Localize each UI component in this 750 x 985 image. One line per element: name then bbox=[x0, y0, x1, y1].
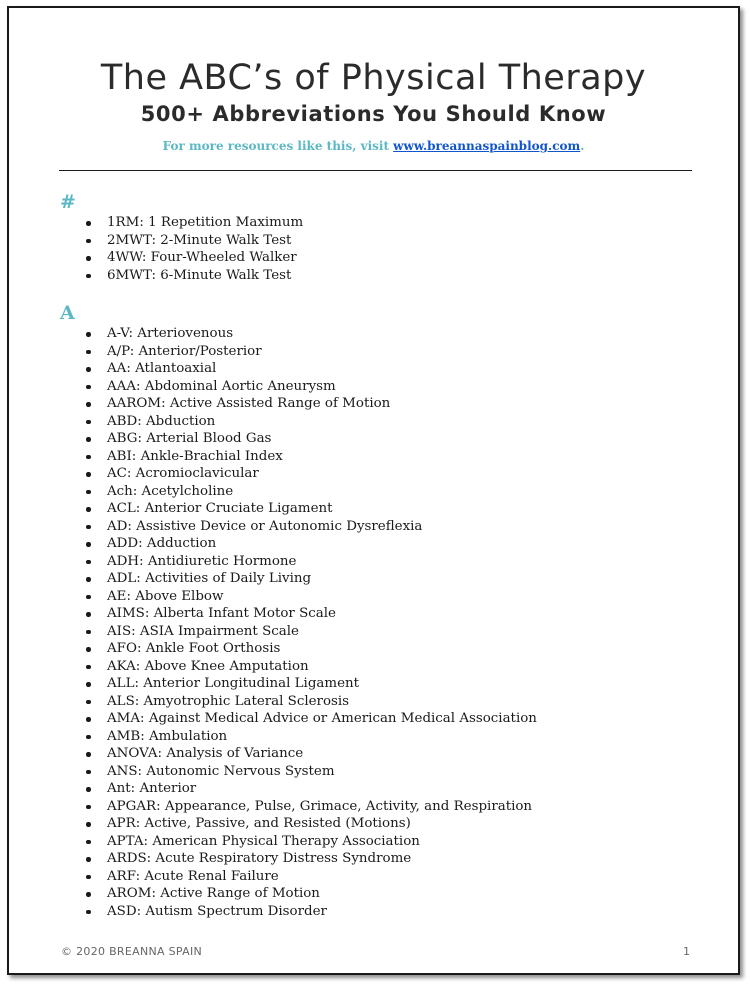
footer-page-number: 1 bbox=[683, 945, 690, 958]
list-item: ADL: Activities of Daily Living bbox=[9, 570, 537, 588]
list-item: ABI: Ankle-Brachial Index bbox=[9, 448, 537, 466]
list-item: Ant: Anterior bbox=[9, 780, 537, 798]
list-item: AC: Acromioclavicular bbox=[9, 465, 537, 483]
blog-link[interactable]: www.breannaspainblog.com bbox=[393, 139, 581, 153]
list-item: ADD: Adduction bbox=[9, 535, 537, 553]
list-item: APR: Active, Passive, and Resisted (Motions) bbox=[9, 815, 537, 833]
list-item: AKA: Above Knee Amputation bbox=[9, 658, 537, 676]
list-item: AROM: Active Range of Motion bbox=[9, 885, 537, 903]
abbreviation-list-numbers bbox=[9, 214, 303, 284]
list-item: 1RM: 1 Repetition Maximum bbox=[9, 214, 303, 232]
list-item: ASD: Autism Spectrum Disorder bbox=[9, 903, 537, 921]
page-subtitle: 500+ Abbreviations You Should Know bbox=[140, 102, 607, 126]
list-item: ARF: Acute Renal Failure bbox=[9, 868, 537, 886]
list-item: Ach: Acetylcholine bbox=[9, 483, 537, 501]
page-title: The ABC’s of Physical Therapy bbox=[100, 58, 647, 98]
list-item: A-V: Arteriovenous bbox=[9, 325, 537, 343]
list-item: 4WW: Four-Wheeled Walker bbox=[9, 249, 303, 267]
list-item: ADH: Antidiuretic Hormone bbox=[9, 553, 537, 571]
list-item: ALL: Anterior Longitudinal Ligament bbox=[9, 675, 537, 693]
list-item: ALS: Amyotrophic Lateral Sclerosis bbox=[9, 693, 537, 711]
abbreviation-list-a bbox=[9, 325, 537, 920]
list-item: ANS: Autonomic Nervous System bbox=[9, 763, 537, 781]
list-item: ACL: Anterior Cruciate Ligament bbox=[9, 500, 537, 518]
resource-line bbox=[9, 139, 738, 153]
resource-suffix: . bbox=[580, 139, 585, 153]
header-divider bbox=[59, 170, 692, 171]
list-item: AAA: Abdominal Aortic Aneurysm bbox=[9, 378, 537, 396]
list-item: AE: Above Elbow bbox=[9, 588, 537, 606]
list-item: AIS: ASIA Impairment Scale bbox=[9, 623, 537, 641]
section-heading-numbers: # bbox=[60, 191, 76, 213]
list-item: AMB: Ambulation bbox=[9, 728, 537, 746]
list-item: A/P: Anterior/Posterior bbox=[9, 343, 537, 361]
section-heading-a: A bbox=[60, 302, 75, 324]
list-item: APTA: American Physical Therapy Association bbox=[9, 833, 537, 851]
list-item: AFO: Ankle Foot Orthosis bbox=[9, 640, 537, 658]
list-item: ABD: Abduction bbox=[9, 413, 537, 431]
list-item: 6MWT: 6-Minute Walk Test bbox=[9, 267, 303, 285]
list-item: APGAR: Appearance, Pulse, Grimace, Activity, and Respiration bbox=[9, 798, 537, 816]
list-item: ABG: Arterial Blood Gas bbox=[9, 430, 537, 448]
list-item: AMA: Against Medical Advice or American Medical Association bbox=[9, 710, 537, 728]
footer-copyright: © 2020 BREANNA SPAIN bbox=[61, 945, 203, 958]
list-item: AAROM: Active Assisted Range of Motion bbox=[9, 395, 537, 413]
list-item: AA: Atlantoaxial bbox=[9, 360, 537, 378]
list-item: AD: Assistive Device or Autonomic Dysreflexia bbox=[9, 518, 537, 536]
list-item: AIMS: Alberta Infant Motor Scale bbox=[9, 605, 537, 623]
document-page bbox=[7, 6, 740, 975]
list-item: ANOVA: Analysis of Variance bbox=[9, 745, 537, 763]
list-item: ARDS: Acute Respiratory Distress Syndrome bbox=[9, 850, 537, 868]
resource-prefix: For more resources like this, visit bbox=[162, 139, 394, 153]
list-item: 2MWT: 2-Minute Walk Test bbox=[9, 232, 303, 250]
